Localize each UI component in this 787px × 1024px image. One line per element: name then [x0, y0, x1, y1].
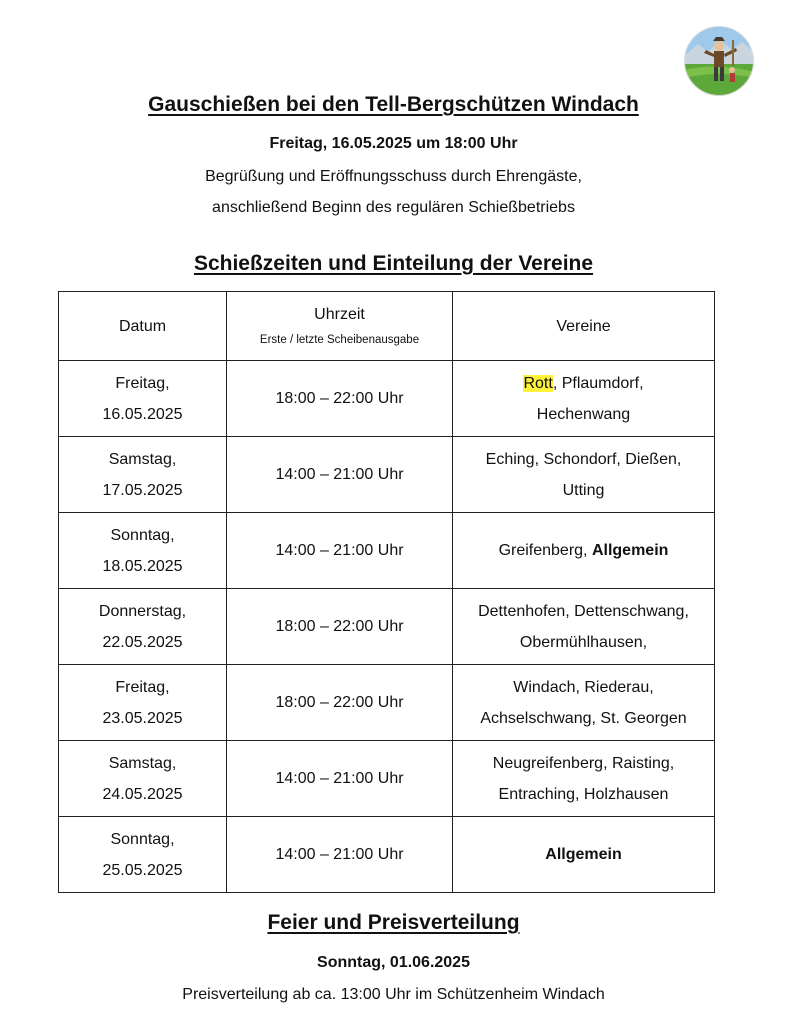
header-time — [227, 292, 453, 361]
row-clubs-line-1: Neugreifenberg, Raisting, — [492, 754, 675, 772]
cell-clubs — [453, 513, 715, 589]
cell-date — [59, 513, 227, 589]
row-day: Samstag, — [108, 450, 177, 468]
header-date — [59, 292, 227, 361]
row-date: 17.05.2025 — [102, 481, 183, 499]
cell-date — [59, 437, 227, 513]
header-time-label: Uhrzeit — [314, 306, 365, 323]
row-day: Donnerstag, — [98, 602, 187, 620]
schedule-title: Schießzeiten und Einteilung der Vereine — [193, 252, 594, 275]
cell-time — [227, 589, 453, 665]
row-clubs-line-2: Achselschwang, St. Georgen — [480, 709, 687, 727]
row-day: Samstag, — [108, 754, 177, 772]
row-date: 25.05.2025 — [102, 861, 183, 879]
club-emblem-logo — [684, 26, 754, 96]
row-clubs-line-1: , Pflaumdorf, — [552, 374, 644, 392]
table-row — [59, 665, 715, 741]
cell-date — [59, 817, 227, 893]
cell-time — [227, 513, 453, 589]
table-row — [59, 817, 715, 893]
table-row — [59, 437, 715, 513]
table-row — [59, 741, 715, 817]
cell-date — [59, 741, 227, 817]
table-row — [59, 361, 715, 437]
row-time: 18:00 – 22:00 Uhr — [275, 694, 404, 711]
row-date: 16.05.2025 — [102, 405, 183, 423]
cell-time — [227, 665, 453, 741]
intro-text-line-1: Begrüßung und Eröffnungsschuss durch Ehrengäste, — [205, 168, 582, 185]
header-time-sublabel: Erste / letzte Scheibenausgabe — [259, 334, 420, 346]
row-date: 22.05.2025 — [102, 633, 183, 651]
row-day: Sonntag, — [110, 526, 175, 544]
row-clubs-line-1: Windach, Riederau, — [513, 678, 654, 696]
header-clubs — [453, 292, 715, 361]
cell-time — [227, 437, 453, 513]
page-title: Gauschießen bei den Tell-Bergschützen Windach — [148, 93, 639, 116]
celebration-date: Sonntag, 01.06.2025 — [317, 954, 470, 971]
row-date: 18.05.2025 — [102, 557, 183, 575]
header-date-label: Datum — [118, 317, 167, 335]
row-time: 14:00 – 21:00 Uhr — [275, 542, 404, 559]
row-clubs-line-2: Obermühlhausen, — [519, 633, 648, 651]
table-row — [59, 513, 715, 589]
row-time: 14:00 – 21:00 Uhr — [275, 770, 404, 787]
row-clubs-line-1: Dettenhofen, Dettenschwang, — [478, 602, 689, 620]
intro-text-line-2: anschließend Beginn des regulären Schießbetriebs — [212, 199, 575, 216]
cell-date — [59, 665, 227, 741]
cell-time — [227, 817, 453, 893]
cell-clubs — [453, 741, 715, 817]
row-time: 18:00 – 22:00 Uhr — [275, 618, 404, 635]
header-clubs-label: Vereine — [556, 317, 611, 335]
cell-clubs — [453, 665, 715, 741]
cell-clubs — [453, 361, 715, 437]
club-emblem-image — [684, 26, 754, 96]
cell-time — [227, 361, 453, 437]
row-time: 14:00 – 21:00 Uhr — [275, 846, 404, 863]
row-time: 18:00 – 22:00 Uhr — [275, 390, 404, 407]
row-clubs-line-2: Entraching, Holzhausen — [498, 785, 669, 803]
row-date: 24.05.2025 — [102, 785, 183, 803]
row-clubs-line-1: Eching, Schondorf, Dießen, — [485, 450, 682, 468]
cell-clubs — [453, 589, 715, 665]
row-day: Sonntag, — [110, 830, 175, 848]
cell-date — [59, 361, 227, 437]
row-date: 23.05.2025 — [102, 709, 183, 727]
table-header-row — [59, 292, 715, 361]
table-row — [59, 589, 715, 665]
row-day: Freitag, — [115, 374, 170, 392]
row-clubs-line-2: Hechenwang — [536, 405, 631, 423]
row-time: 14:00 – 21:00 Uhr — [275, 466, 404, 483]
row-clubs-line-2: Utting — [562, 481, 605, 499]
highlighted-club: Rott — [523, 374, 553, 392]
opening-date: Freitag, 16.05.2025 um 18:00 Uhr — [269, 135, 518, 152]
cell-clubs — [453, 817, 715, 893]
celebration-text: Preisverteilung ab ca. 13:00 Uhr im Schützenheim Windach — [182, 986, 605, 1003]
schedule-table — [58, 291, 715, 893]
row-clubs-bold: Allgemein — [545, 846, 622, 863]
row-clubs-line-1: Greifenberg, — [498, 542, 592, 559]
cell-time — [227, 741, 453, 817]
cell-clubs — [453, 437, 715, 513]
row-day: Freitag, — [115, 678, 170, 696]
cell-date — [59, 589, 227, 665]
celebration-title: Feier und Preisverteilung — [267, 911, 520, 934]
row-clubs-bold: Allgemein — [591, 542, 669, 559]
